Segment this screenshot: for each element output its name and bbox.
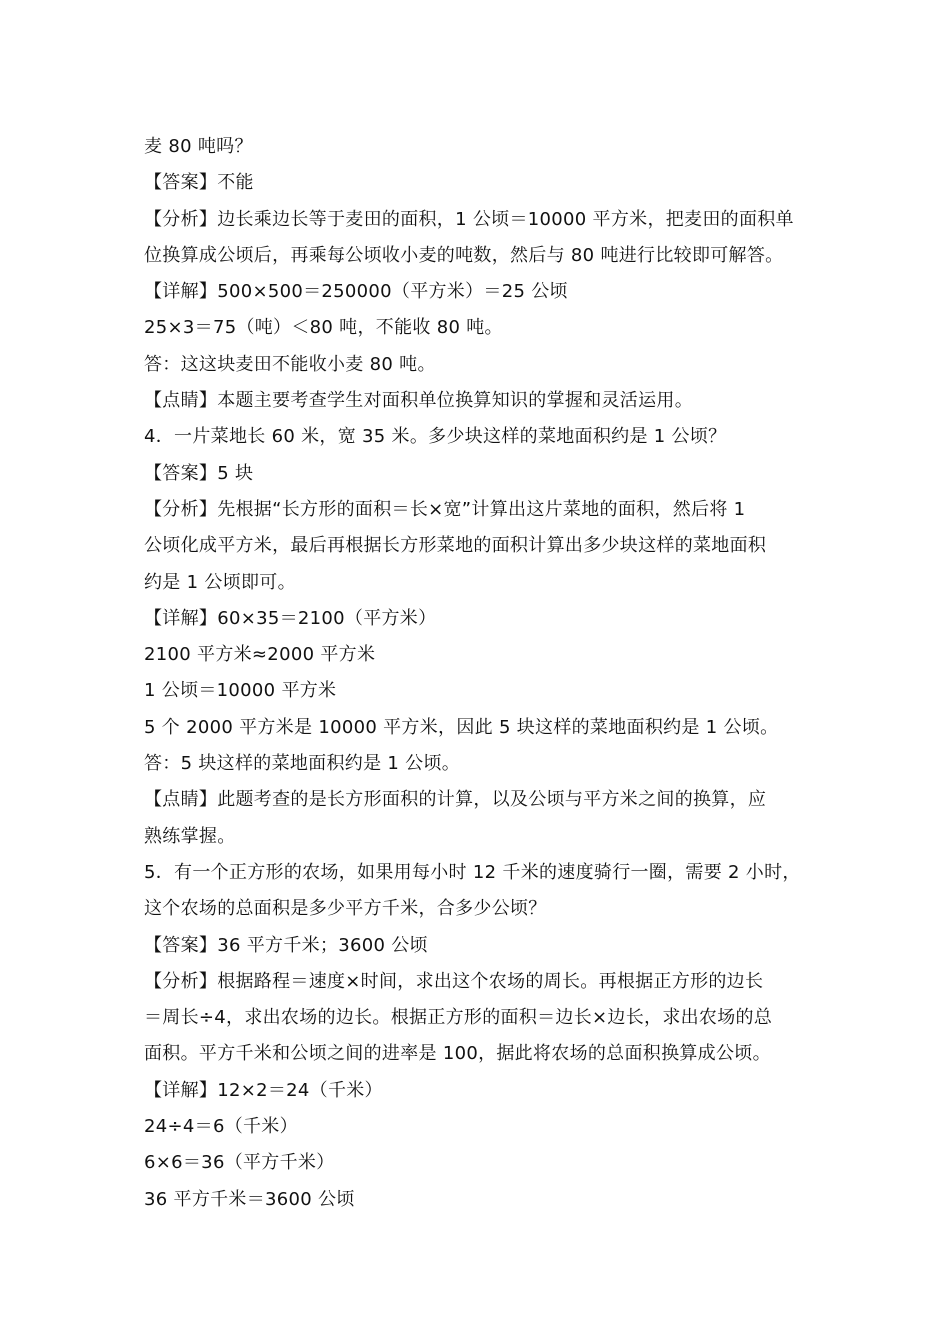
comment-line: 【点睛】此题考查的是长方形面积的计算，以及公顷与平方米之间的换算，应 xyxy=(144,789,767,811)
answer-line: 【答案】不能 xyxy=(144,172,254,194)
text-line: 2100 平方米≈2000 平方米 xyxy=(144,644,376,666)
solution-line: 【详解】60×35＝2100（平方米） xyxy=(144,607,437,629)
text-line: 麦 80 吨吗？ xyxy=(144,136,253,157)
question-line: 5．有一个正方形的农场，如果用每小时 12 千米的速度骑行一圈，需要 2 小时， xyxy=(144,861,801,883)
answer-line: 【答案】36 平方千米；3600 公顷 xyxy=(144,934,428,956)
text-line: 公顷化成平方米，最后再根据长方形菜地的面积计算出多少块这样的菜地面积 xyxy=(144,535,767,557)
text-line: 答：这这块麦田不能收小麦 80 吨。 xyxy=(144,353,436,375)
text-line: 1 公顷＝10000 平方米 xyxy=(144,680,337,702)
text-line: 熟练掌握。 xyxy=(144,825,236,847)
text-line: 24÷4＝6（千米） xyxy=(144,1116,298,1138)
text-line: 5 个 2000 平方米是 10000 平方米，因此 5 块这样的菜地面积约是 1 公顷。 xyxy=(144,716,779,738)
text-line: 面积。平方千米和公顷之间的进率是 100，据此将农场的总面积换算成公顷。 xyxy=(144,1043,771,1065)
analysis-line: 【分析】根据路程＝速度×时间，求出这个农场的周长。再根据正方形的边长 xyxy=(144,970,764,992)
text-line: ＝周长÷4，求出农场的边长。根据正方形的面积＝边长×边长，求出农场的总 xyxy=(144,1007,773,1029)
question-line: 4．一片菜地长 60 米，宽 35 米。多少块这样的菜地面积约是 1 公顷？ xyxy=(144,426,727,448)
analysis-line: 【分析】先根据“长方形的面积＝长×宽”计算出这片菜地的面积，然后将 1 xyxy=(144,498,746,520)
text-line: 25×3＝75（吨）＜80 吨，不能收 80 吨。 xyxy=(144,317,503,339)
solution-line: 【详解】12×2＝24（千米） xyxy=(144,1079,383,1101)
comment-line: 【点睛】本题主要考查学生对面积单位换算知识的掌握和灵活运用。 xyxy=(144,390,693,412)
text-line: 位换算成公顷后，再乘每公顷收小麦的吨数，然后与 80 吨进行比较即可解答。 xyxy=(144,244,784,266)
text-line: 约是 1 公顷即可。 xyxy=(144,571,296,593)
text-line: 答：5 块这样的菜地面积约是 1 公顷。 xyxy=(144,753,461,775)
text-line: 36 平方千米＝3600 公顷 xyxy=(144,1188,355,1210)
answer-line: 【答案】5 块 xyxy=(144,462,254,484)
solution-line: 【详解】500×500＝250000（平方米）＝25 公顷 xyxy=(144,281,568,303)
analysis-line: 【分析】边长乘边长等于麦田的面积，1 公顷＝10000 平方米，把麦田的面积单 xyxy=(144,208,794,230)
text-line: 这个农场的总面积是多少平方千米，合多少公顷？ xyxy=(144,898,547,920)
document-body xyxy=(144,129,810,1218)
text-line: 6×6＝36（平方千米） xyxy=(144,1152,335,1174)
